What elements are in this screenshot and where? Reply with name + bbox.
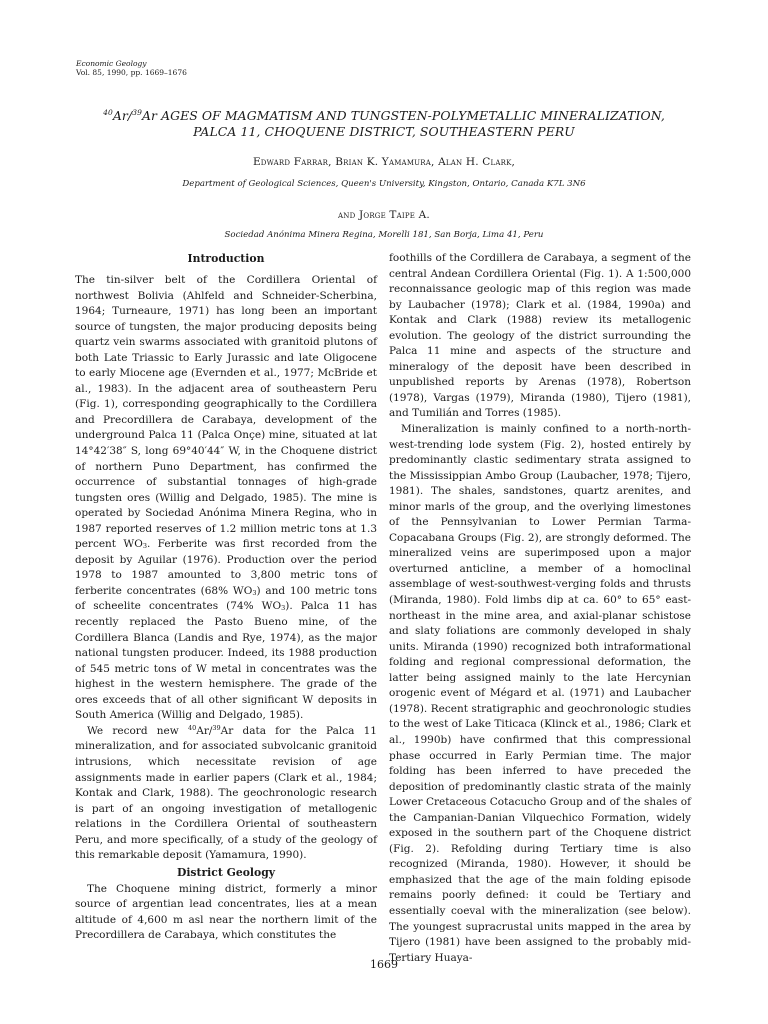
journal-name: Economic Geology: [76, 59, 147, 68]
intro-paragraph-2: We record new $^{40}$Ar/$^{39}$Ar data for the Palca 11 mineralization, and for associated subvolcanic granitoid intrusions, which necessitate revision of age assignments made in earlier papers (Clark et al., 1984; Kontak and Clark, 1988). The geochronologic research is part of an ongoing investigation of metallogenic relations in the Cordillera Oriental of southeastern Peru, and more specifically, of a study of the geology of this remarkable deposit (Yamamura, 1990).: [75, 723, 377, 862]
page-number: 1669: [370, 958, 398, 971]
right-column: [389, 251, 691, 966]
title-ar: Ar/: [112, 108, 133, 123]
journal-volume: Vol. 85, 1990, pp. 1669–1676: [76, 68, 187, 77]
paper-title: [60, 108, 708, 140]
journal-header: [76, 59, 187, 77]
district-paragraph-1: The Choquene mining district, formerly a minor source of argentian lead concentrates, lies at a mean altitude of 4,600 m asl near the northern limit of the Precordillera de Carabaya, which constitutes the: [75, 882, 377, 942]
title-line-1-rest: Ar AGES OF MAGMATISM AND TUNGSTEN-POLYMETALLIC MINERALIZATION,: [141, 108, 665, 123]
introduction-heading: Introduction: [187, 252, 265, 265]
district-paragraph-continued: foothills of the Cordillera de Carabaya, a segment of the central Andean Cordillera Oriental (Fig. 1). A 1:500,000 reconnaissance geologic map of this region was made by Laubacher (1978); Clark et al. (1984, 1990a) and Kontak and Clark (1988) review its metallogenic evolution. The geology of the district surrounding the Palca 11 mine and aspects of the structure and mineralogy of the deposit have been described in unpublished reports by Arenas (1978), Robertson (1978), Vargas (1979), Miranda (1980), Tijero (1981), and Tumilián and Torres (1985).: [389, 252, 691, 420]
title-isotope-40: 40: [103, 108, 113, 117]
affiliation-regina: Sociedad Anónima Minera Regina, Morelli 181, San Borja, Lima 41, Peru: [224, 230, 544, 240]
left-column: [75, 251, 377, 944]
affiliation-queens: Department of Geological Sciences, Queen's University, Kingston, Ontario, Canada K7L 3N6: [182, 179, 586, 189]
title-isotope-39: 39: [132, 108, 142, 117]
author-taipe: and Jorge Taipe A.: [338, 209, 430, 221]
mineralization-paragraph: Mineralization is mainly confined to a north-north-west-trending lode system (Fig. 2), hosted entirely by predominantly clastic sedimentary strata assigned to the Mississippian Ambo Group (Laubacher, 1978; Tijero, 1981). The shales, sandstones, quartz arenites, and minor marls of the group, and the overlying limestones of the Pennsylvanian to Lower Permian Tarma-Copacabana Groups (Fig. 2), are strongly deformed. The mineralized veins are superimposed upon a major overturned anticline, a member of a homoclinal assemblage of west-southwest-verging folds and thrusts (Miranda, 1980). Fold limbs dip at ca. 60° to 65° east-northeast in the mine area, and axial-planar schistose and slaty foliations are commonly developed in shaly units. Miranda (1990) recognized both intraformational folding and regional compressional deformation, the latter being assigned mainly to the late Hercynian orogenic event of Mégard et al. (1971) and Laubacher (1978). Recent stratigraphic and geochronologic studies to the west of Lake Titicaca (Klinck et al., 1986; Clark et al., 1990b) have confirmed that this compressional phase occurred in Early Permian time. The major folding has been inferred to have preceded the deposition of predominantly clastic strata of the mainly Lower Cretaceous Cotacucho Group and of the shales of the Campanian-Danian Vilquechico Formation, widely exposed in the southern part of the Choquene district (Fig. 2). Refolding during Tertiary time is also recognized (Miranda, 1980). However, it should be emphasized that the age of the main folding episode remains poorly defined: it could be Tertiary and essentially coeval with the mineralization (see below). The youngest supracrustal units mapped in the area by Tijero (1981) have been assigned to the probably mid-Tertiary Huaya-: [389, 423, 691, 964]
title-line-1: [60, 108, 708, 124]
author-list: Edward Farrar, Brian K. Yamamura, Alan H. Clark,: [252, 156, 516, 168]
district-geology-heading: District Geology: [176, 865, 276, 879]
title-line-2: PALCA 11, CHOQUENE DISTRICT, SOUTHEASTERN PERU: [193, 124, 575, 139]
intro-paragraph-1: The tin-silver belt of the Cordillera Oriental of northwest Bolivia (Ahlfeld and Schneider-Scherbina, 1964; Turneaure, 1971) has long been an important source of tungsten, the major producing deposits being quartz vein swarms associated with granitoid plutons of both Late Triassic to Early Jurassic and late Oligocene to early Miocene age (Evernden et al., 1977; McBride et al., 1983). In the adjacent area of southeastern Peru (Fig. 1), corresponding geographically to the Cordillera and Precordillera de Carabaya, development of the underground Palca 11 (Palca Onçe) mine, situated at lat 14°42′38″ S, long 69°40′44″ W, in the Choquene district of northern Puno Department, has confirmed the occurrence of substantial tonnages of high-grade tungsten ores (Willig and Delgado, 1985). The mine is operated by Sociedad Anónima Minera Regina, who in 1987 reported reserves of 1.2 million metric tons at 1.3 percent $WO_3$. Ferberite was first recorded from the deposit by Aguilar (1976). Production over the period 1978 to 1987 amounted to 3,800 metric tons of ferberite concentrates (68% $WO_3$) and 100 metric tons of scheelite concentrates (74% $WO_3$). Palca 11 has recently replaced the Pasto Bueno mine, of the Cordillera Blanca (Landis and Rye, 1974), as the major national tungsten producer. Indeed, its 1988 production of 545 metric tons of W metal in concentrates was the highest in the western hemisphere. The grade of the ores exceeds that of all other significant W deposits in South America (Willig and Delgado, 1985).: [75, 274, 377, 722]
